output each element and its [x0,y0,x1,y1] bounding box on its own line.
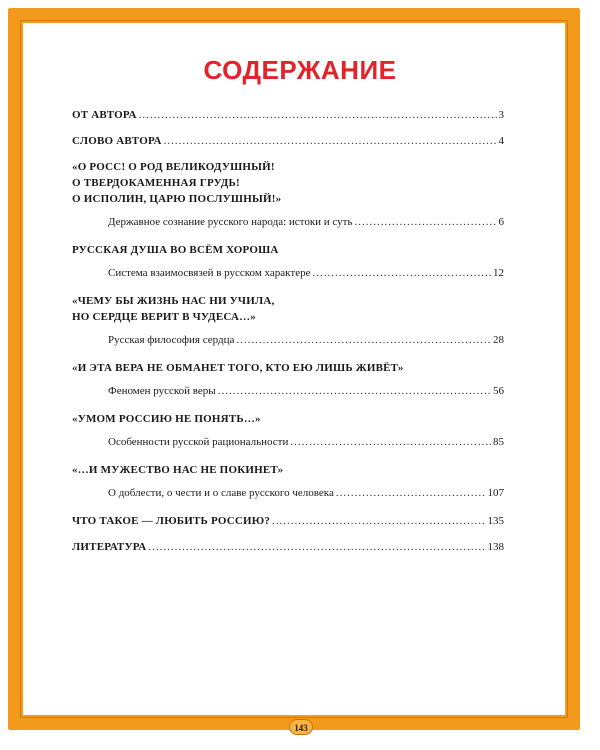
toc-page-number: 4 [498,135,504,147]
toc-page-number: 85 [493,436,504,448]
dot-leader [164,133,497,149]
toc-entry-literatura[interactable] [72,539,504,555]
toc-section [72,462,504,501]
toc-subentry-label: О доблести, о чести и о славе русского человека [108,487,334,499]
toc-subentry[interactable] [72,265,504,281]
toc-section [72,293,504,348]
section-heading-line: «ЧЕМУ БЫ ЖИЗНЬ НАС НИ УЧИЛА, [72,295,275,307]
section-heading-line: РУССКАЯ ДУША ВО ВСЁМ ХОРОША [72,244,279,256]
toc-subentry[interactable] [72,434,504,450]
dot-leader [312,265,491,281]
toc-subentry-label: Феномен русской веры [108,385,216,397]
section-heading-line: НО СЕРДЦЕ ВЕРИТ В ЧУДЕСА…» [72,311,256,323]
toc-page-number: 107 [487,487,504,499]
dot-leader [236,332,491,348]
dot-leader [290,434,491,450]
toc-page-number: 3 [498,109,504,121]
section-heading-line: «О РОСС! О РОД ВЕЛИКОДУШНЫЙ! [72,161,275,173]
section-heading-line: «УМОМ РОССИЮ НЕ ПОНЯТЬ…» [72,413,261,425]
dot-leader [336,485,486,501]
toc-page-number: 56 [493,385,504,397]
toc-section [72,159,504,230]
toc-entry-label: СЛОВО АВТОРА [72,135,162,147]
toc-subentry-label: Особенности русской рациональности [108,436,289,448]
toc-entry-label: ЛИТЕРАТУРА [72,541,147,553]
toc-subentry-label: Русская философия сердца [108,334,235,346]
toc-entry-slovo-avtora[interactable] [72,133,504,149]
toc-subentry[interactable] [72,383,504,399]
section-heading-line: «…И МУЖЕСТВО НАС НЕ ПОКИНЕТ» [72,464,284,476]
toc-entry-label: ЧТО ТАКОЕ — ЛЮБИТЬ РОССИЮ? [72,515,271,527]
dot-leader [272,513,485,529]
toc-entry-lyubit-rossiyu[interactable] [72,513,504,529]
page-number-badge: 143 [289,719,313,735]
toc-subentry[interactable] [72,214,504,230]
toc-subentry-label: Система взаимосвязей в русском характере [108,267,311,279]
toc-subentry[interactable] [72,485,504,501]
section-heading-line: «И ЭТА ВЕРА НЕ ОБМАНЕТ ТОГО, КТО ЕЮ ЛИШЬ ЖИВЁТ» [72,362,404,374]
dot-leader [218,383,491,399]
toc-page-number: 28 [493,334,504,346]
toc-section [72,242,504,281]
dot-leader [139,107,497,123]
table-of-contents [72,107,504,555]
page-title: СОДЕРЖАНИЕ [203,55,397,85]
toc-entry-ot-avtora[interactable] [72,107,504,123]
toc-section [72,360,504,399]
toc-section [72,411,504,450]
toc-page-number: 6 [498,216,504,228]
section-heading-line: О ТВЕРДОКАМЕННАЯ ГРУДЬ! [72,177,240,189]
toc-page-number: 12 [493,267,504,279]
section-heading-line: О ИСПОЛИН, ЦАРЮ ПОСЛУШНЫЙ!» [72,193,282,205]
dot-leader [355,214,497,230]
dot-leader [148,539,485,555]
toc-entry-label: ОТ АВТОРА [72,109,137,121]
toc-subentry-label: Державное сознание русского народа: истоки и суть [108,216,353,228]
toc-page-number: 135 [487,515,504,527]
toc-subentry[interactable] [72,332,504,348]
toc-page-number: 138 [487,541,504,553]
